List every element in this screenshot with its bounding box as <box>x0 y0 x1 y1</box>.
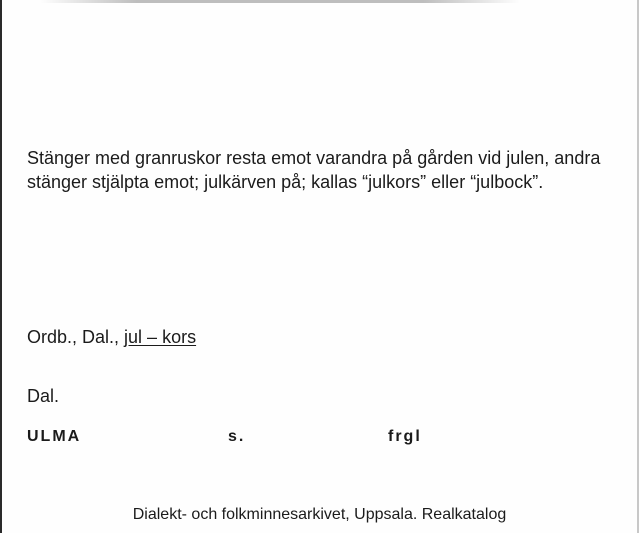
card-left-edge <box>0 0 2 533</box>
card-description: Stänger med granruskor resta emot varandra på gården vid julen, andra stänger stjälpta emot; julkärven på; kallas “julkors” eller “julbock”. <box>27 148 601 192</box>
code-row <box>0 428 639 452</box>
card-footer: Dialekt- och folkminnesarkivet, Uppsala. Realkatalog <box>132 506 507 523</box>
type-code: s. <box>228 428 246 445</box>
region-label: Dal. <box>27 386 60 406</box>
source-prefix: Ordb., Dal., <box>27 327 120 347</box>
source-reference <box>27 325 196 349</box>
card-top-edge <box>40 0 520 3</box>
source-link[interactable]: jul – kors <box>124 327 197 347</box>
category-code: frgl <box>388 428 422 445</box>
archive-code: ULMA <box>27 428 82 445</box>
